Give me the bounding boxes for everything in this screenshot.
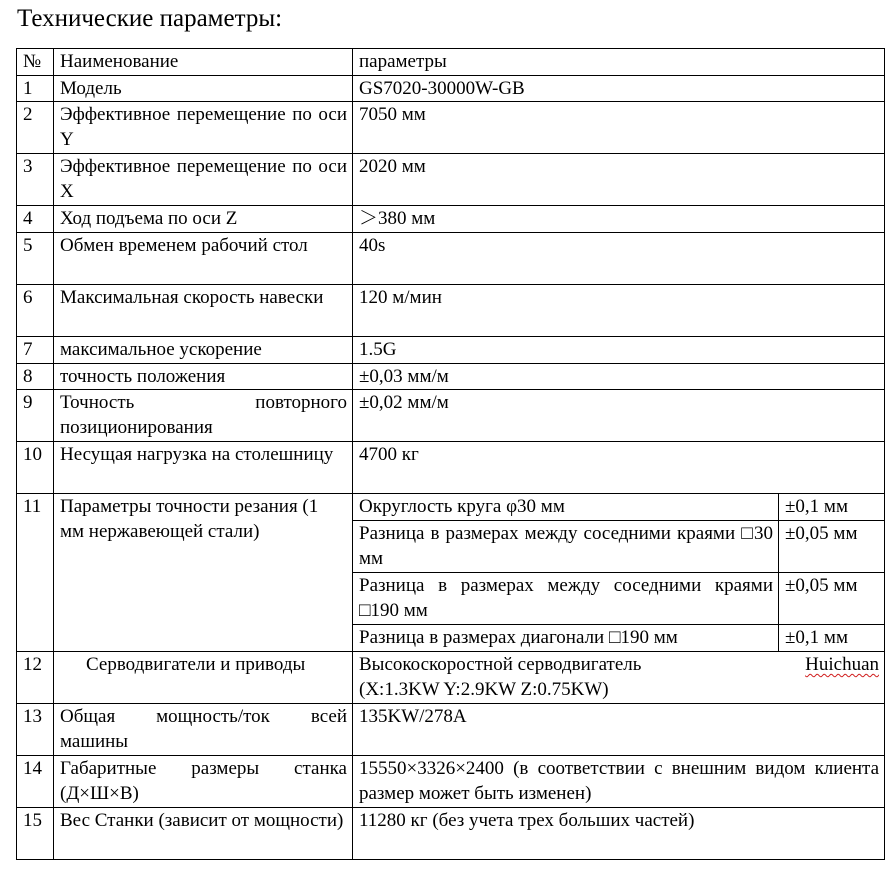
spellcheck-word: Huichuan	[805, 654, 880, 675]
row-value: GS7020-30000W-GB	[353, 76, 885, 102]
sub-param-label: Разница в размерах между соседними краями □190 мм	[353, 573, 779, 625]
header-name: Наименование	[54, 49, 353, 76]
row-name: Габаритные размеры станка (Д×Ш×В)	[54, 756, 353, 808]
row-value: 4700 кг	[353, 442, 885, 494]
row-value: 15550×3326×2400 (в соответствии с внешним видом клиента размер может быть изменен)	[353, 756, 885, 808]
sub-param-tolerance: ±0,1 мм	[779, 625, 885, 652]
table-row	[17, 154, 885, 206]
row-value: 1.5G	[353, 337, 885, 364]
row-num: 1	[17, 76, 54, 102]
row-name: Обмен временем рабочий стол	[54, 233, 353, 285]
row-name: Модель	[54, 76, 353, 102]
row-num: 6	[17, 285, 54, 337]
row-name: Эффективное перемещение по оси Y	[54, 102, 353, 154]
row-num: 12	[17, 652, 54, 704]
row-num: 14	[17, 756, 54, 808]
row-value	[353, 652, 885, 704]
page-title: Технические параметры:	[17, 5, 283, 32]
table-row	[17, 102, 885, 154]
row-num: 3	[17, 154, 54, 206]
row-name: Несущая нагрузка на столешницу	[54, 442, 353, 494]
row-num: 7	[17, 337, 54, 364]
row-num: 15	[17, 808, 54, 860]
table-row	[17, 364, 885, 390]
table-row	[17, 76, 885, 102]
row-name: Эффективное перемещение по оси X	[54, 154, 353, 206]
table-header-row	[17, 49, 885, 76]
table-row	[17, 337, 885, 364]
row-value: 7050 мм	[353, 102, 885, 154]
spec-table	[16, 48, 885, 860]
table-row	[17, 704, 885, 756]
header-value: параметры	[353, 49, 885, 76]
row-value: 40s	[353, 233, 885, 285]
row-name: максимальное ускорение	[54, 337, 353, 364]
table-row	[17, 206, 885, 233]
row-name: точность положения	[54, 364, 353, 390]
sub-param-label: Разница в размерах диагонали □190 мм	[353, 625, 779, 652]
row-name: Точность повторного позиционирования	[54, 390, 353, 442]
table-row	[17, 494, 885, 521]
header-num: №	[17, 49, 54, 76]
table-row	[17, 233, 885, 285]
row-value: ＞380 мм	[353, 206, 885, 233]
row-value: 2020 мм	[353, 154, 885, 206]
table-row	[17, 390, 885, 442]
row-num: 13	[17, 704, 54, 756]
table-row	[17, 442, 885, 494]
row-name: Серводвигатели и приводы	[54, 652, 353, 704]
row-num: 11	[17, 494, 54, 652]
sub-param-tolerance: ±0,05 мм	[779, 521, 885, 573]
row-num: 4	[17, 206, 54, 233]
sub-param-tolerance: ±0,1 мм	[779, 494, 885, 521]
row-name: Общая мощность/ток всей машины	[54, 704, 353, 756]
value-line	[359, 652, 879, 677]
table-row	[17, 652, 885, 704]
table-row	[17, 808, 885, 860]
row-num: 8	[17, 364, 54, 390]
row-num: 9	[17, 390, 54, 442]
row-value: ±0,02 мм/м	[353, 390, 885, 442]
row-name: Вес Станки (зависит от мощности)	[54, 808, 353, 860]
table-row	[17, 285, 885, 337]
table-row	[17, 756, 885, 808]
row-num: 5	[17, 233, 54, 285]
row-name: Параметры точности резания (1 мм нержавеющей стали)	[54, 494, 353, 652]
row-num: 10	[17, 442, 54, 494]
sub-param-label: Разница в размерах между соседними краями □30 мм	[353, 521, 779, 573]
row-num: 2	[17, 102, 54, 154]
row-value: 135KW/278A	[353, 704, 885, 756]
row-name: Ход подъема по оси Z	[54, 206, 353, 233]
row-value: 120 м/мин	[353, 285, 885, 337]
value-text: Высокоскоростной серводвигатель	[359, 654, 642, 675]
row-value: 11280 кг (без учета трех больших частей)	[353, 808, 885, 860]
value-text: (X:1.3KW Y:2.9KW Z:0.75KW)	[359, 679, 609, 700]
row-name: Максимальная скорость навески	[54, 285, 353, 337]
sub-param-label: Округлость круга φ30 мм	[353, 494, 779, 521]
sub-param-tolerance: ±0,05 мм	[779, 573, 885, 625]
row-value: ±0,03 мм/м	[353, 364, 885, 390]
